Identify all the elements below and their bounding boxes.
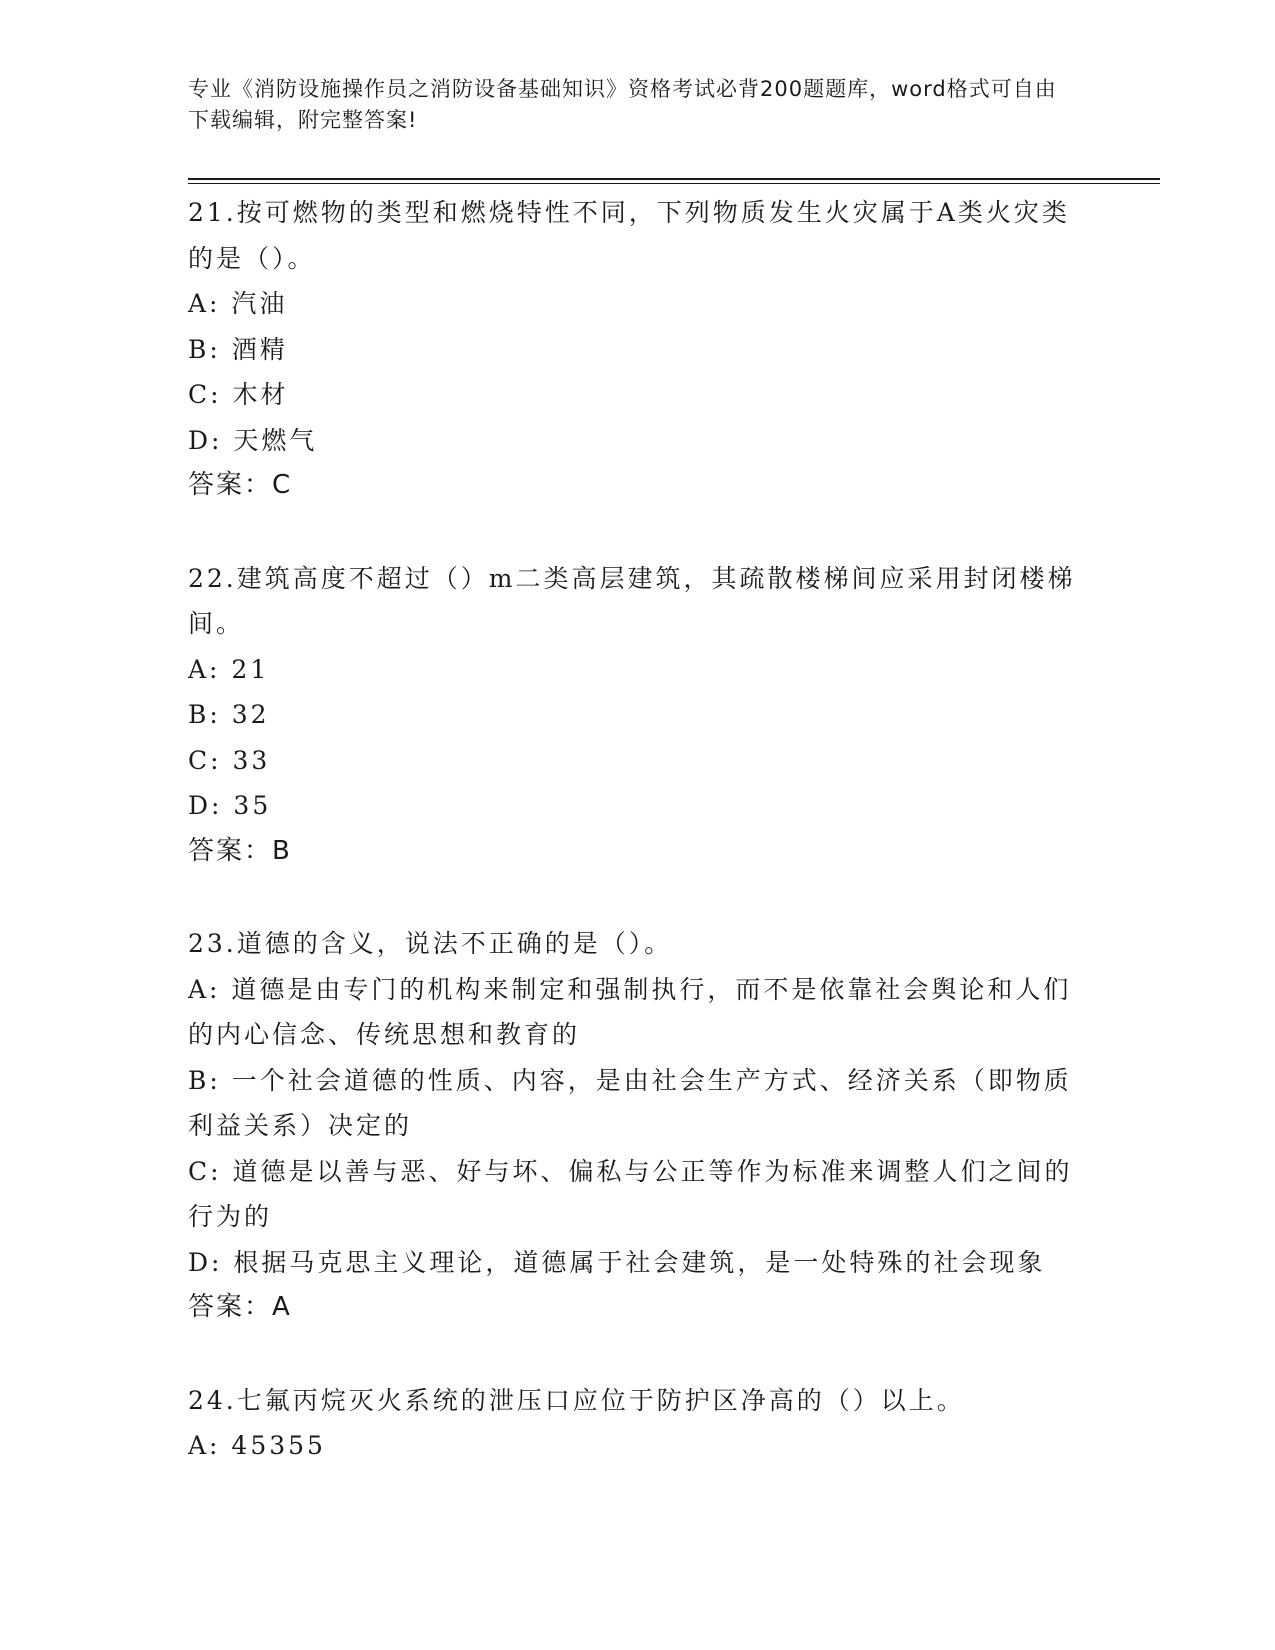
- question-stem: 24.七氟丙烷灭火系统的泄压口应位于防护区净高的（）以上。: [188, 1385, 965, 1415]
- option-b: B: 32: [188, 700, 270, 729]
- header-divider-thin: [188, 183, 1160, 184]
- question-21: [188, 190, 1088, 509]
- answer-line: 答案：B: [188, 835, 292, 866]
- option-d: D: 天燃气: [188, 425, 318, 455]
- option-b: B: 一个社会道德的性质、内容，是由社会生产方式、经济关系（即物质利益关系）决定的: [188, 1065, 1072, 1140]
- question-stem: 23.道德的含义，说法不正确的是（）。: [188, 929, 673, 958]
- question-22: [188, 556, 1088, 875]
- question-list: [188, 190, 1088, 1516]
- answer-line: 答案：A: [188, 1292, 292, 1322]
- option-c: C: 木材: [188, 380, 289, 409]
- option-d: D: 根据马克思主义理论，道德属于社会建筑，是一处特殊的社会现象: [188, 1247, 1046, 1277]
- option-a: A: 45355: [188, 1431, 326, 1460]
- option-c: C: 33: [188, 745, 271, 775]
- option-a: A: 汽油: [188, 289, 288, 318]
- question-stem: 21.按可燃物的类型和燃烧特性不同，下列物质发生火灾属于A类火灾类的是（）。: [188, 198, 1070, 273]
- question-stem: 22.建筑高度不超过（）m二类高层建筑，其疏散楼梯间应采用封闭楼梯间。: [188, 563, 1076, 638]
- option-a: A: 21: [188, 654, 270, 684]
- header-divider-thick: [188, 178, 1160, 180]
- option-b: B: 酒精: [188, 334, 288, 364]
- option-d: D: 35: [188, 791, 272, 820]
- option-a: A: 道德是由专门的机构来制定和强制执行，而不是依靠社会舆论和人们的内心信念、传统思想和教育的: [188, 974, 1072, 1049]
- question-23: [188, 921, 1088, 1331]
- document-header: 专业《消防设施操作员之消防设备基础知识》资格考试必背200题题库，word格式可自由下载编辑，附完整答案!: [188, 77, 1057, 132]
- answer-line: 答案：C: [188, 470, 293, 500]
- question-24: [188, 1378, 1088, 1469]
- option-c: C: 道德是以善与恶、好与坏、偏私与公正等作为标准来调整人们之间的行为的: [188, 1156, 1073, 1231]
